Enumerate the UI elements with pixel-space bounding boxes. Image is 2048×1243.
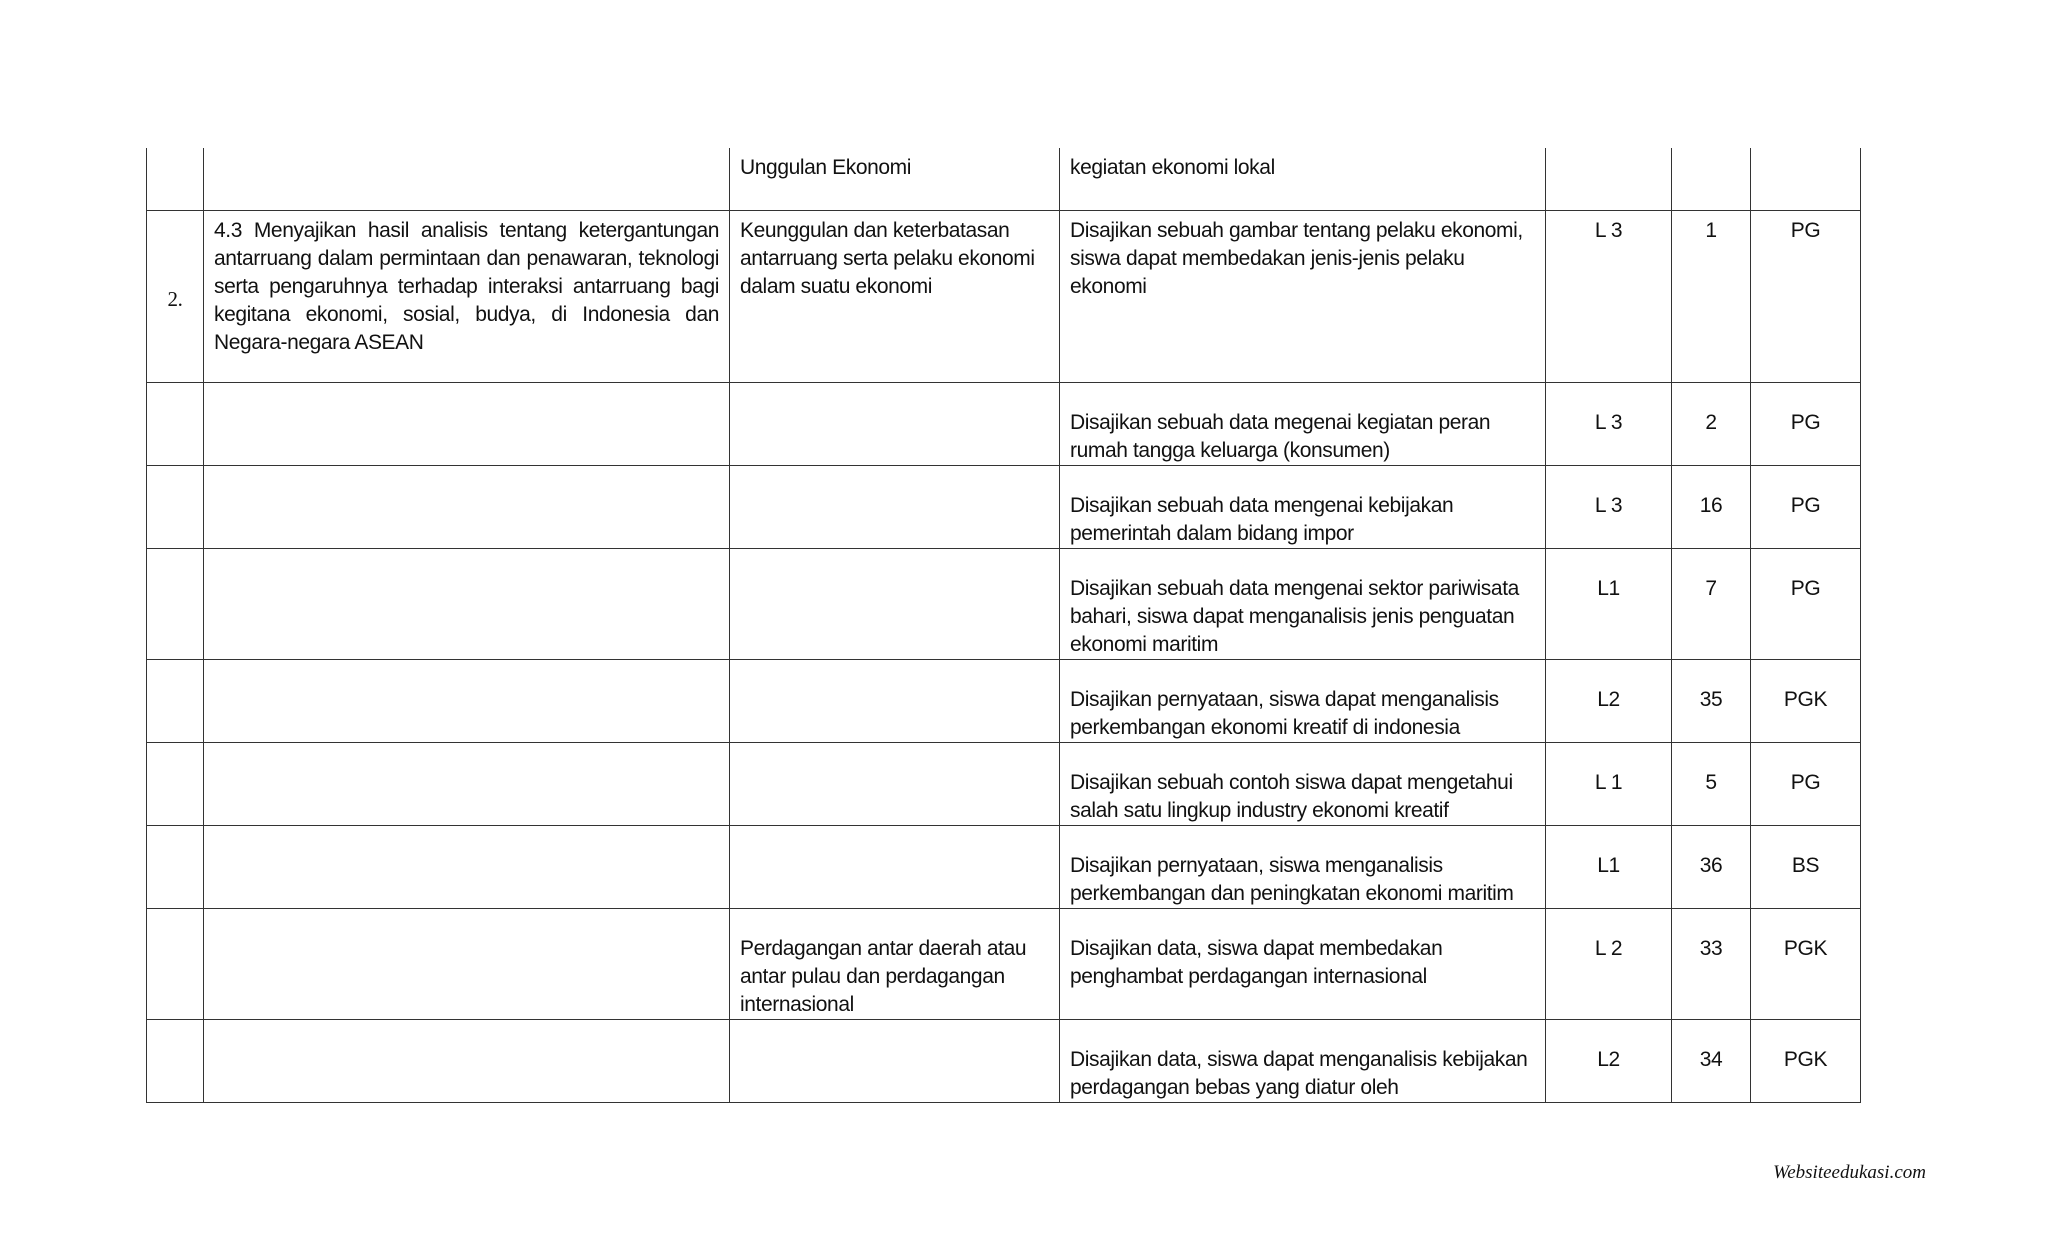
materi-cell: [730, 548, 1060, 659]
level-cell: L 1: [1546, 742, 1672, 825]
level-cell: L 3: [1546, 465, 1672, 548]
table-row: [147, 465, 1861, 548]
materi-cell: [730, 825, 1060, 908]
kompetensi-dasar-cell: [204, 548, 730, 659]
bentuk-soal-cell: PG: [1751, 210, 1861, 382]
row-number: [147, 659, 204, 742]
materi-cell: [730, 659, 1060, 742]
table-row: [147, 825, 1861, 908]
kompetensi-dasar-cell: [204, 659, 730, 742]
bentuk-soal-cell: PGK: [1751, 908, 1861, 1019]
level-cell: L1: [1546, 548, 1672, 659]
level-cell: [1546, 148, 1672, 210]
indikator-cell: Disajikan pernyataan, siswa dapat menganalisis perkembangan ekonomi kreatif di indonesia: [1060, 659, 1546, 742]
materi-cell: [730, 742, 1060, 825]
row-number: [147, 742, 204, 825]
level-cell: L1: [1546, 825, 1672, 908]
table-row: [147, 742, 1861, 825]
nomor-soal-cell: 36: [1672, 825, 1751, 908]
materi-cell: Perdagangan antar daerah atau antar pulau dan perdagangan internasional: [730, 908, 1060, 1019]
indikator-cell: Disajikan data, siswa dapat membedakan penghambat perdagangan internasional: [1060, 908, 1546, 1019]
kompetensi-dasar-cell: 4.3 Menyajikan hasil analisis tentang ketergantungan antarruang dalam permintaan dan penawaran, teknologi serta pengaruhnya terhadap interaksi antarruang bagi kegitana ekonomi, sosial, budya, di Indonesia dan Negara-negara ASEAN: [204, 210, 730, 382]
level-cell: L 3: [1546, 210, 1672, 382]
nomor-soal-cell: [1672, 148, 1751, 210]
kompetensi-dasar-cell: [204, 825, 730, 908]
row-number: [147, 908, 204, 1019]
indikator-cell: Disajikan sebuah data mengenai sektor pariwisata bahari, siswa dapat menganalisis jenis penguatan ekonomi maritim: [1060, 548, 1546, 659]
row-number: [147, 825, 204, 908]
indikator-cell: Disajikan sebuah contoh siswa dapat mengetahui salah satu lingkup industry ekonomi kreatif: [1060, 742, 1546, 825]
kisi-kisi-table: [146, 148, 1861, 1103]
materi-cell: [730, 465, 1060, 548]
bentuk-soal-cell: PGK: [1751, 659, 1861, 742]
level-cell: L 3: [1546, 382, 1672, 465]
materi-cell: [730, 382, 1060, 465]
indikator-cell: Disajikan data, siswa dapat menganalisis kebijakan perdagangan bebas yang diatur oleh: [1060, 1019, 1546, 1102]
nomor-soal-cell: 16: [1672, 465, 1751, 548]
row-number: [147, 148, 204, 210]
indikator-cell: Disajikan sebuah gambar tentang pelaku ekonomi, siswa dapat membedakan jenis-jenis pelaku ekonomi: [1060, 210, 1546, 382]
indikator-cell: Disajikan sebuah data mengenai kebijakan pemerintah dalam bidang impor: [1060, 465, 1546, 548]
bentuk-soal-cell: BS: [1751, 825, 1861, 908]
table-row: [147, 659, 1861, 742]
level-cell: L2: [1546, 659, 1672, 742]
row-number: [147, 465, 204, 548]
bentuk-soal-cell: PG: [1751, 548, 1861, 659]
level-cell: L 2: [1546, 908, 1672, 1019]
kompetensi-dasar-cell: [204, 382, 730, 465]
bentuk-soal-cell: PGK: [1751, 1019, 1861, 1102]
row-number: [147, 1019, 204, 1102]
bentuk-soal-cell: PG: [1751, 742, 1861, 825]
kompetensi-dasar-cell: [204, 742, 730, 825]
nomor-soal-cell: 2: [1672, 382, 1751, 465]
bentuk-soal-cell: PG: [1751, 382, 1861, 465]
kompetensi-dasar-cell: [204, 148, 730, 210]
table-row: [147, 1019, 1861, 1102]
nomor-soal-cell: 34: [1672, 1019, 1751, 1102]
nomor-soal-cell: 5: [1672, 742, 1751, 825]
nomor-soal-cell: 1: [1672, 210, 1751, 382]
bentuk-soal-cell: [1751, 148, 1861, 210]
table-row: [147, 382, 1861, 465]
materi-cell: Unggulan Ekonomi: [730, 148, 1060, 210]
materi-cell: [730, 1019, 1060, 1102]
indikator-cell: kegiatan ekonomi lokal: [1060, 148, 1546, 210]
indikator-cell: Disajikan sebuah data megenai kegiatan peran rumah tangga keluarga (konsumen): [1060, 382, 1546, 465]
kompetensi-dasar-cell: [204, 908, 730, 1019]
bentuk-soal-cell: PG: [1751, 465, 1861, 548]
kompetensi-dasar-cell: [204, 465, 730, 548]
table-row: [147, 148, 1861, 210]
footer-watermark: Websiteedukasi.com: [1773, 1162, 1926, 1183]
table-row: [147, 210, 1861, 382]
nomor-soal-cell: 33: [1672, 908, 1751, 1019]
row-number: [147, 548, 204, 659]
table-row: [147, 908, 1861, 1019]
row-number: [147, 382, 204, 465]
kompetensi-dasar-cell: [204, 1019, 730, 1102]
table-row: [147, 548, 1861, 659]
nomor-soal-cell: 7: [1672, 548, 1751, 659]
nomor-soal-cell: 35: [1672, 659, 1751, 742]
level-cell: L2: [1546, 1019, 1672, 1102]
indikator-cell: Disajikan pernyataan, siswa menganalisis perkembangan dan peningkatan ekonomi maritim: [1060, 825, 1546, 908]
materi-cell: Keunggulan dan keterbatasan antarruang serta pelaku ekonomi dalam suatu ekonomi: [730, 210, 1060, 382]
row-number: 2.: [147, 210, 204, 382]
